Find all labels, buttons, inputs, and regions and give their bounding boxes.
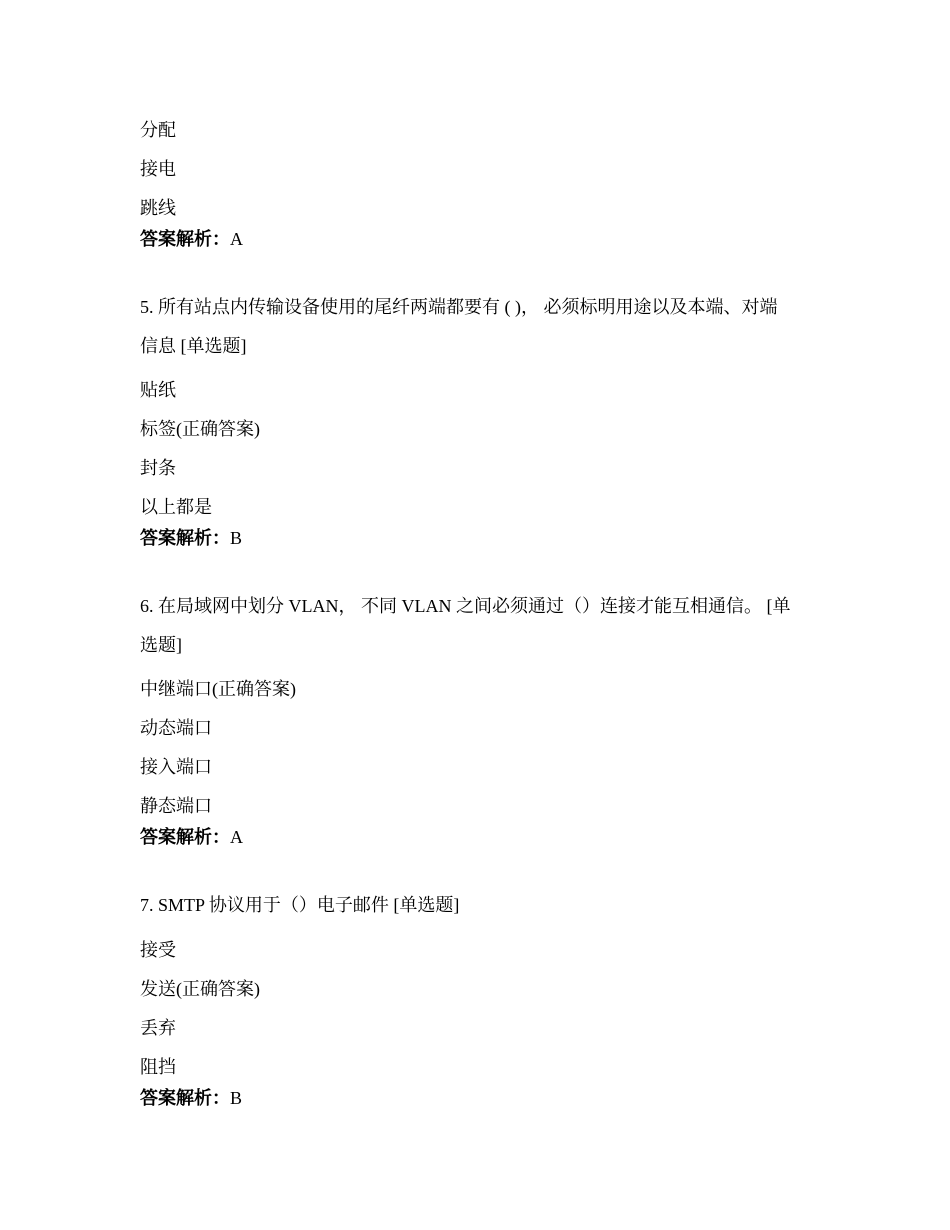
answer-value: A	[230, 827, 243, 847]
answer-value: B	[230, 1088, 243, 1108]
option-text: 中继端口(正确答案)	[140, 679, 296, 699]
question-text: 7. SMTP 协议用于（）电子邮件 [单选题]	[140, 895, 460, 915]
option-text: 接入端口	[140, 757, 212, 777]
option-text: 分配	[140, 120, 176, 140]
answer-label: 答案解析：	[140, 1088, 230, 1108]
question-text-continued: 选题]	[140, 635, 182, 655]
option-text: 标签(正确答案)	[140, 419, 260, 439]
answer-value: B	[230, 528, 243, 548]
answer-line	[140, 826, 243, 848]
option-text: 接受	[140, 940, 176, 960]
answer-label: 答案解析：	[140, 827, 230, 847]
question-text: 5. 所有站点内传输设备使用的尾纤两端都要有 ( )， 必须标明用途以及本端、对端	[140, 297, 778, 317]
option-text: 动态端口	[140, 718, 212, 738]
option-text: 接电	[140, 159, 176, 179]
option-text: 丢弃	[140, 1018, 176, 1038]
option-text: 静态端口	[140, 796, 212, 816]
option-text: 封条	[140, 458, 176, 478]
option-text: 阻挡	[140, 1057, 176, 1077]
answer-line	[140, 527, 242, 549]
answer-line	[140, 1087, 242, 1109]
answer-label: 答案解析：	[140, 229, 230, 249]
option-text: 跳线	[140, 198, 176, 218]
answer-line	[140, 228, 243, 250]
option-text: 以上都是	[140, 497, 212, 517]
question-text-continued: 信息 [单选题]	[140, 336, 247, 356]
question-text: 6. 在局域网中划分 VLAN， 不同 VLAN 之间必须通过（）连接才能互相通信。 [单	[140, 596, 791, 616]
answer-label: 答案解析：	[140, 528, 230, 548]
option-text: 发送(正确答案)	[140, 979, 260, 999]
option-text: 贴纸	[140, 380, 176, 400]
answer-value: A	[230, 229, 243, 249]
